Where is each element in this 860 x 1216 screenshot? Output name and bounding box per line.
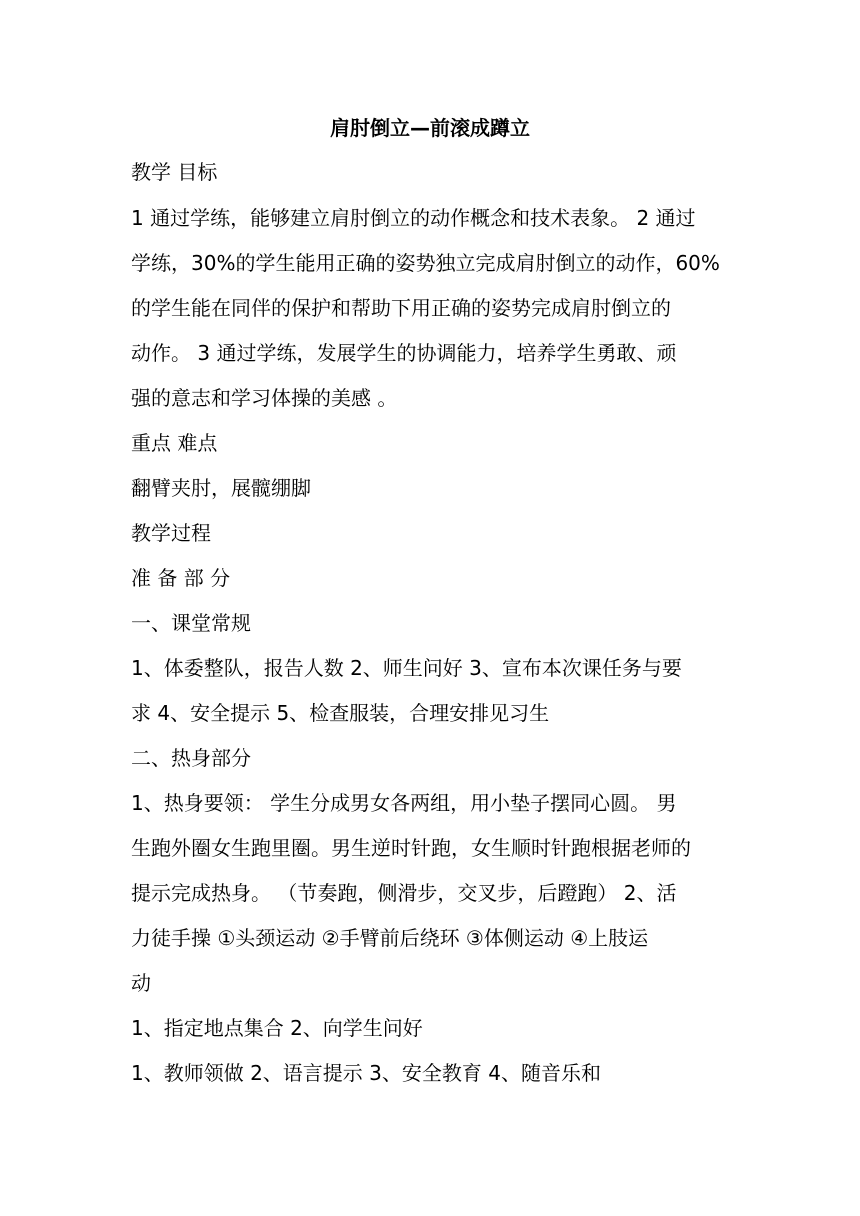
paragraph-line: 动 [131, 971, 151, 995]
paragraph-line: 的学生能在同伴的保护和帮助下用正确的姿势完成肩肘倒立的 [131, 296, 671, 320]
paragraph-line: 翻臂夹肘，展髋绷脚 [131, 476, 311, 500]
paragraph-line: 力徒手操 ①头颈运动 ②手臂前后绕环 ③体侧运动 ④上肢运 [131, 926, 649, 950]
heading-teaching-process: 教学过程 [131, 521, 211, 545]
paragraph-line: 1 通过学练，能够建立肩肘倒立的动作概念和技术表象。 2 通过 [131, 206, 696, 230]
paragraph-line: 强的意志和学习体操的美感 。 [131, 386, 398, 410]
paragraph-line: 提示完成热身。 （节奏跑，侧滑步，交叉步，后蹬跑） 2、活 [131, 881, 677, 905]
heading-key-points: 重点 难点 [131, 431, 218, 455]
page-title: 肩肘倒立—前滚成蹲立 [330, 116, 530, 140]
paragraph-line: 求 4、安全提示 5、检查服装，合理安排见习生 [131, 701, 550, 725]
paragraph-line: 动作。 3 通过学练，发展学生的协调能力，培养学生勇敢、顽 [131, 341, 677, 365]
paragraph-line: 1、指定地点集合 2、向学生问好 [131, 1016, 423, 1040]
paragraph-line: 1、热身要领： 学生分成男女各两组，用小垫子摆同心圆。 男 [131, 791, 677, 815]
paragraph-line: 生跑外圈女生跑里圈。男生逆时针跑，女生顺时针跑根据老师的 [131, 836, 691, 860]
heading-warmup-part: 二、热身部分 [131, 746, 251, 770]
heading-class-routine: 一、课堂常规 [131, 611, 251, 635]
heading-teaching-goals: 教学 目标 [131, 160, 218, 184]
paragraph-line: 1、体委整队，报告人数 2、师生问好 3、宣布本次课任务与要 [131, 656, 682, 680]
heading-preparation-part: 准 备 部 分 [131, 566, 231, 590]
paragraph-line: 1、教师领做 2、语言提示 3、安全教育 4、随音乐和 [131, 1061, 601, 1085]
paragraph-line: 学练，30%的学生能用正确的姿势独立完成肩肘倒立的动作，60% [131, 251, 720, 275]
